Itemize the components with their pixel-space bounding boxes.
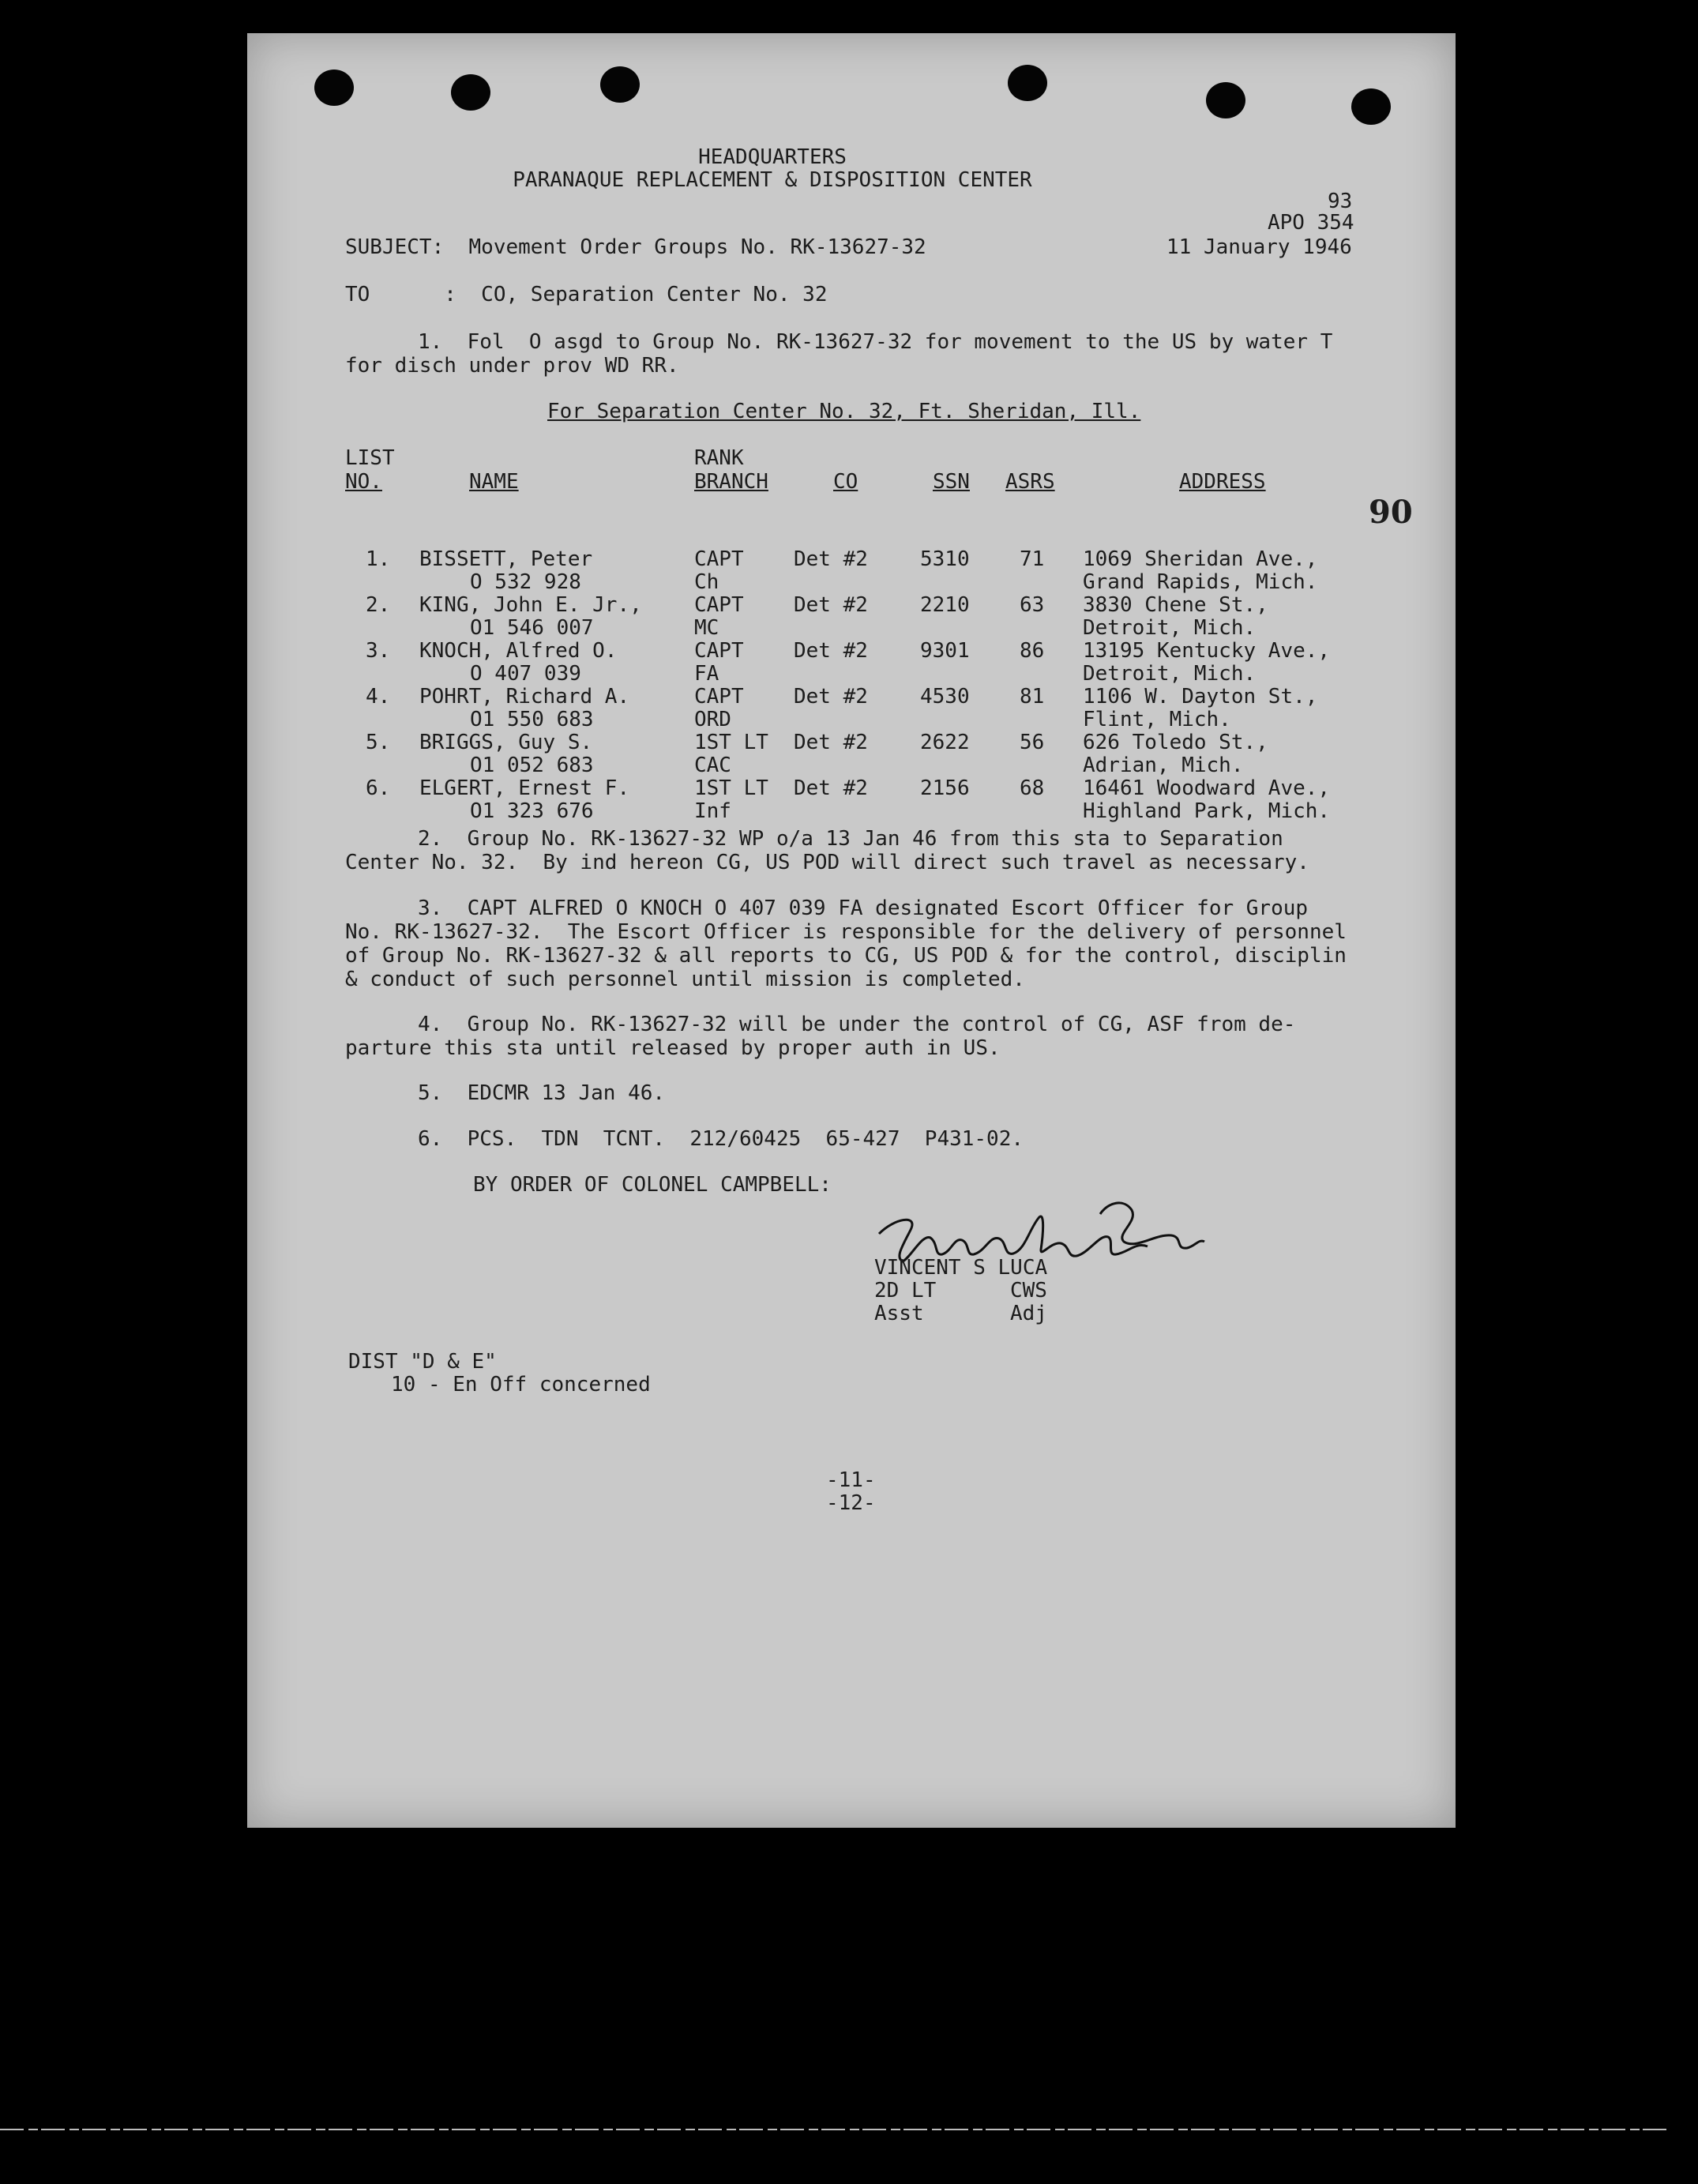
row-3-name: KNOCH, Alfred O. [419, 639, 618, 663]
table-title: For Separation Center No. 32, Ft. Sheridan, Ill. [547, 400, 1141, 423]
row-4-ssn: 4530 [920, 685, 970, 709]
row-5-no: 5. [366, 731, 391, 754]
para5: 5. EDCMR 13 Jan 46. [418, 1081, 666, 1105]
punch-hole [451, 74, 490, 111]
row-1-name: BISSETT, Peter [419, 547, 593, 571]
by-order-line: BY ORDER OF COLONEL CAMPBELL: [473, 1173, 832, 1197]
document-date: 11 January 1946 [1166, 235, 1352, 259]
col-co: CO [833, 470, 858, 494]
col-list-a: LIST [345, 446, 395, 470]
row-3-addr2: Detroit, Mich. [1083, 662, 1257, 686]
row-4-addr2: Flint, Mich. [1083, 708, 1231, 731]
col-rank-b: BRANCH [694, 470, 768, 494]
row-1-ssn: 5310 [920, 547, 970, 571]
dist-line-2: 10 - En Off concerned [391, 1373, 651, 1396]
row-1-no: 1. [366, 547, 391, 571]
para1-line1: 1. Fol O asgd to Group No. RK-13627-32 for movement to the US by water T [418, 330, 1333, 354]
col-name: NAME [469, 470, 519, 494]
signer-title-b: Adj [1010, 1302, 1047, 1325]
dist-line-1: DIST "D & E" [348, 1350, 497, 1374]
row-5-addr1: 626 Toledo St., [1083, 731, 1268, 754]
row-4-asrs: 81 [1020, 685, 1045, 709]
row-6-name: ELGERT, Ernest F. [419, 776, 630, 800]
row-4-rank: CAPT [694, 685, 744, 709]
row-6-asrs: 68 [1020, 776, 1045, 800]
row-3-branch: FA [694, 662, 719, 686]
punch-hole [1008, 65, 1047, 101]
row-1-serial: O 532 928 [470, 570, 581, 594]
row-3-co: Det #2 [794, 639, 868, 663]
film-edge-strip [0, 2126, 1698, 2133]
row-3-serial: O 407 039 [470, 662, 581, 686]
row-1-co: Det #2 [794, 547, 868, 571]
row-1-addr1: 1069 Sheridan Ave., [1083, 547, 1318, 571]
document-page [247, 33, 1456, 1828]
row-2-no: 2. [366, 593, 391, 617]
page-number-top: 93 [1328, 190, 1353, 213]
row-1-branch: Ch [694, 570, 719, 594]
page-mark-upper: -11- [826, 1468, 876, 1492]
header-line-1: HEADQUARTERS [698, 145, 847, 169]
punch-hole [1206, 82, 1245, 118]
row-6-addr2: Highland Park, Mich. [1083, 799, 1331, 823]
row-6-serial: O1 323 676 [470, 799, 594, 823]
row-5-asrs: 56 [1020, 731, 1045, 754]
header-line-2: PARANAQUE REPLACEMENT & DISPOSITION CENTER [513, 168, 1032, 192]
row-2-asrs: 63 [1020, 593, 1045, 617]
punch-hole [314, 70, 354, 106]
para4-line2: parture this sta until released by proper auth in US. [345, 1036, 1001, 1060]
row-3-asrs: 86 [1020, 639, 1045, 663]
para3-line2: No. RK-13627-32. The Escort Officer is responsible for the delivery of personnel [345, 920, 1347, 944]
row-4-no: 4. [366, 685, 391, 709]
row-2-ssn: 2210 [920, 593, 970, 617]
to-line: TO : CO, Separation Center No. 32 [345, 283, 828, 306]
row-5-serial: O1 052 683 [470, 754, 594, 777]
row-2-branch: MC [694, 616, 719, 640]
row-1-rank: CAPT [694, 547, 744, 571]
para3-line1: 3. CAPT ALFRED O KNOCH O 407 039 FA designated Escort Officer for Group [418, 897, 1309, 920]
apo: APO 354 [1268, 211, 1354, 235]
row-6-rank: 1ST LT [694, 776, 768, 800]
row-4-name: POHRT, Richard A. [419, 685, 630, 709]
row-4-addr1: 1106 W. Dayton St., [1083, 685, 1318, 709]
para2-line1: 2. Group No. RK-13627-32 WP o/a 13 Jan 46 from this sta to Separation [418, 827, 1283, 851]
row-2-addr1: 3830 Chene St., [1083, 593, 1268, 617]
row-6-no: 6. [366, 776, 391, 800]
row-5-branch: CAC [694, 754, 731, 777]
row-4-co: Det #2 [794, 685, 868, 709]
row-1-addr2: Grand Rapids, Mich. [1083, 570, 1318, 594]
signer-rank: 2D LT [874, 1279, 937, 1303]
punch-hole [1351, 88, 1391, 125]
row-2-serial: O1 546 007 [470, 616, 594, 640]
para4-line1: 4. Group No. RK-13627-32 will be under the control of CG, ASF from de- [418, 1013, 1296, 1036]
row-2-addr2: Detroit, Mich. [1083, 616, 1257, 640]
row-5-ssn: 2622 [920, 731, 970, 754]
col-address: ADDRESS [1179, 470, 1266, 494]
page-mark-lower: -12- [826, 1491, 876, 1515]
row-5-co: Det #2 [794, 731, 868, 754]
row-5-addr2: Adrian, Mich. [1083, 754, 1244, 777]
row-5-rank: 1ST LT [694, 731, 768, 754]
col-list-b: NO. [345, 470, 382, 494]
punch-hole [600, 66, 640, 103]
col-asrs: ASRS [1005, 470, 1055, 494]
row-6-ssn: 2156 [920, 776, 970, 800]
para1-line2: for disch under prov WD RR. [345, 354, 679, 378]
row-6-co: Det #2 [794, 776, 868, 800]
signer-name: VINCENT S LUCA [874, 1256, 1048, 1280]
signer-title-a: Asst [874, 1302, 924, 1325]
para6: 6. PCS. TDN TCNT. 212/60425 65-427 P431-02. [418, 1127, 1024, 1151]
row-5-name: BRIGGS, Guy S. [419, 731, 593, 754]
signer-branch: CWS [1010, 1279, 1047, 1303]
row-3-ssn: 9301 [920, 639, 970, 663]
row-3-rank: CAPT [694, 639, 744, 663]
row-3-addr1: 13195 Kentucky Ave., [1083, 639, 1331, 663]
row-2-co: Det #2 [794, 593, 868, 617]
margin-number: 90 [1369, 494, 1413, 531]
para3-line3: of Group No. RK-13627-32 & all reports to CG, US POD & for the control, disciplin [345, 944, 1347, 968]
row-1-asrs: 71 [1020, 547, 1045, 571]
col-ssn: SSN [933, 470, 970, 494]
row-6-addr1: 16461 Woodward Ave., [1083, 776, 1331, 800]
row-4-serial: O1 550 683 [470, 708, 594, 731]
row-6-branch: Inf [694, 799, 731, 823]
para2-line2: Center No. 32. By ind hereon CG, US POD will direct such travel as necessary. [345, 851, 1309, 874]
row-4-branch: ORD [694, 708, 731, 731]
para3-line4: & conduct of such personnel until mission is completed. [345, 968, 1025, 991]
row-2-rank: CAPT [694, 593, 744, 617]
row-3-no: 3. [366, 639, 391, 663]
row-2-name: KING, John E. Jr., [419, 593, 642, 617]
col-rank-a: RANK [694, 446, 744, 470]
subject-line: SUBJECT: Movement Order Groups No. RK-13627-32 [345, 235, 926, 259]
